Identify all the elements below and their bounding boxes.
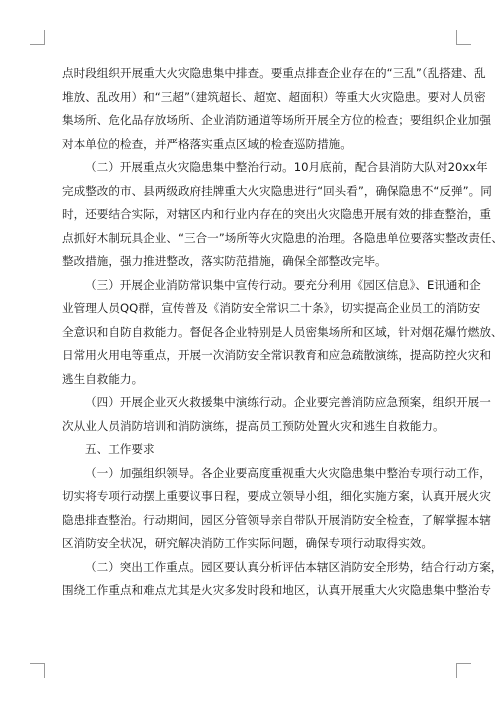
document-body bbox=[62, 62, 503, 603]
text-line: （二）开展重点火灾隐患集中整治行动。10月底前，配合县消防大队对20xx年 bbox=[85, 160, 488, 174]
crop-mark-top-left bbox=[30, 30, 45, 45]
text-line: （三）开展企业消防常识集中宣传行动。要充分利用《园区信息》、E讯通和企 bbox=[85, 277, 481, 292]
text-line: 集场所、危化品存放场所、企业消防通道等场所开展全方位的检查；要组织企业加强 bbox=[62, 113, 491, 127]
text-line: 点抓好木制玩具企业、“三合一”场所等火灾隐患的治理。各隐患单位要落实整改责任、 bbox=[62, 230, 503, 245]
text-line: 完成整改的市、县两级政府挂牌重大火灾隐患进行“回头看”，确保隐患不“反弹”。同 bbox=[62, 183, 492, 198]
text-line: 整改措施，强力推进整改，落实防范措施，确保全部整改完毕。 bbox=[62, 254, 387, 268]
text-line: 逃生自救能力。 bbox=[62, 371, 144, 386]
text-line: （二）突出工作重点。园区要认真分析评估本辖区消防安全形势，结合行动方案， bbox=[85, 559, 503, 574]
text-line: （一）加强组织领导。各企业要高度重视重大火灾隐患集中整治专项行动工作， bbox=[85, 465, 491, 480]
text-line: 切实将专项行动摆上重要议事日程，要成立领导小组，细化实施方案，认真开展火灾 bbox=[62, 489, 491, 503]
text-line: 堆放、乱改用）和“三超”（建筑超长、超宽、超面积）等重大火灾隐患。要对人员密 bbox=[62, 89, 486, 104]
text-line: 五、工作要求 bbox=[85, 442, 155, 456]
text-line: 区消防安全状况，研究解决消防工作实际问题，确保专项行动取得实效。 bbox=[62, 536, 434, 550]
text-line: 围绕工作重点和难点尤其是火灾多发时段和地区，认真开展重大火灾隐患集中整治专 bbox=[62, 583, 491, 597]
crop-mark-top-right bbox=[456, 30, 471, 45]
text-line: 点时段组织开展重大火灾隐患集中排查。要重点排查企业存在的“三乱”（乱搭建、乱 bbox=[62, 66, 486, 80]
text-line: 业管理人员QQ群，宣传普及《消防安全常识二十条》，切实提高企业员工的消防安 bbox=[62, 301, 481, 315]
crop-mark-bottom-right bbox=[456, 663, 471, 678]
text-line: 对本单位的检查，并严格落实重点区域的检查巡防措施。 bbox=[62, 136, 352, 151]
text-line: 日常用火用电等重点，开展一次消防安全常识教育和应急疏散演练，提高防控火灾和 bbox=[62, 348, 491, 362]
text-line: 隐患排查整治。行动期间，园区分管领导亲自带队开展消防安全检查，了解掌握本辖 bbox=[62, 512, 491, 527]
text-line: 时，还要结合实际，对辖区内和行业内存在的突出火灾隐患开展有效的排查整治，重 bbox=[62, 207, 491, 221]
text-line: （四）开展企业灭火救援集中演练行动。企业要完善消防应急预案，组织开展一 bbox=[85, 395, 491, 409]
crop-mark-bottom-left bbox=[30, 663, 45, 678]
text-line: 次从业人员消防培训和消防演练，提高员工预防处置火灾和逃生自救能力。 bbox=[62, 418, 445, 433]
text-line: 全意识和自防自救能力。督促各企业特别是人员密集场所和区域，针对烟花爆竹燃放、 bbox=[62, 324, 503, 339]
